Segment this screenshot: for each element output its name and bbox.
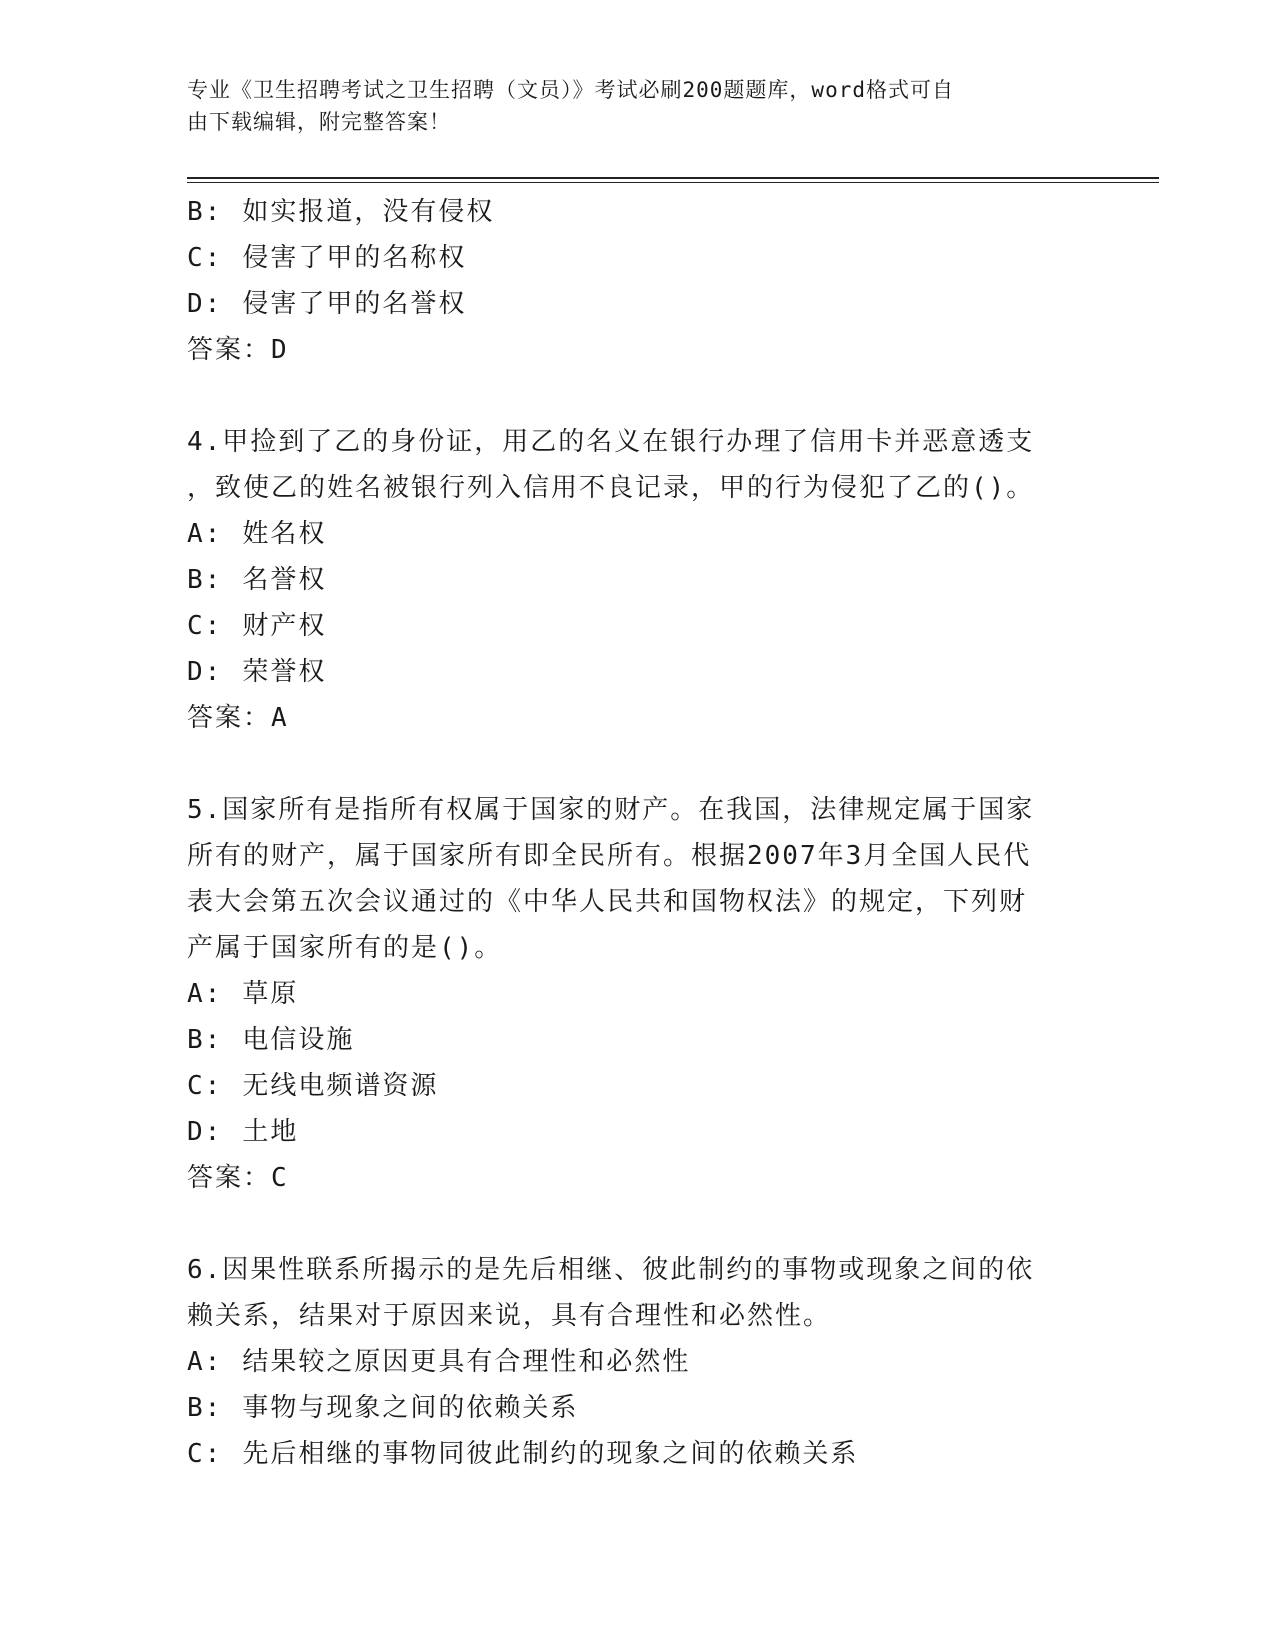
option-text: 无线电频谱资源 (242, 1071, 439, 1101)
option-letter: D: (187, 657, 223, 687)
option-d (187, 281, 1087, 327)
option-c (187, 1431, 1087, 1477)
header-title-line-2: 由下载编辑，附完整答案！ (187, 110, 451, 134)
header-divider-thin (187, 182, 1159, 183)
answer-line: 答案：D (187, 335, 289, 365)
header-divider-thick (187, 177, 1159, 179)
document-body (187, 189, 1087, 1477)
option-letter: D: (187, 1117, 223, 1147)
option-text: 电信设施 (242, 1025, 355, 1055)
question-3 (187, 189, 1087, 373)
option-b (187, 1017, 1087, 1063)
question-stem-line: ，致使乙的姓名被银行列入信用不良记录，甲的行为侵犯了乙的()。 (187, 473, 1035, 503)
page-header (187, 74, 1087, 138)
answer-line: 答案：C (187, 1163, 289, 1193)
option-letter: B: (187, 1393, 223, 1423)
option-d (187, 649, 1087, 695)
question-stem-line: 6.因果性联系所揭示的是先后相继、彼此制约的事物或现象之间的依 (187, 1255, 1035, 1285)
option-text: 事物与现象之间的依赖关系 (242, 1393, 579, 1423)
question-stem-line: 所有的财产，属于国家所有即全民所有。根据2007年3月全国人民代 (187, 841, 1032, 871)
question-5 (187, 787, 1087, 1201)
option-text: 结果较之原因更具有合理性和必然性 (242, 1347, 691, 1377)
option-letter: D: (187, 289, 223, 319)
answer-line: 答案：A (187, 703, 289, 733)
option-letter: B: (187, 1025, 223, 1055)
option-b (187, 1385, 1087, 1431)
option-letter: B: (187, 565, 223, 595)
option-letter: C: (187, 1439, 223, 1469)
option-c (187, 603, 1087, 649)
option-letter: C: (187, 611, 223, 641)
option-letter: B: (187, 197, 223, 227)
question-stem-line: 4.甲捡到了乙的身份证，用乙的名义在银行办理了信用卡并恶意透支 (187, 427, 1035, 457)
question-4 (187, 419, 1087, 741)
question-6 (187, 1247, 1087, 1477)
option-letter: A: (187, 519, 223, 549)
question-stem-line: 产属于国家所有的是()。 (187, 933, 503, 963)
option-letter: A: (187, 979, 223, 1009)
option-text: 土地 (242, 1117, 299, 1147)
option-text: 名誉权 (242, 565, 327, 595)
option-d (187, 1109, 1087, 1155)
option-letter: C: (187, 243, 223, 273)
option-text: 荣誉权 (242, 657, 327, 687)
option-b (187, 557, 1087, 603)
option-text: 财产权 (242, 611, 327, 641)
question-stem-line: 5.国家所有是指所有权属于国家的财产。在我国，法律规定属于国家 (187, 795, 1035, 825)
option-text: 侵害了甲的名称权 (242, 243, 467, 273)
option-text: 姓名权 (242, 519, 327, 549)
question-stem-line: 表大会第五次会议通过的《中华人民共和国物权法》的规定，下列财 (187, 887, 1028, 917)
option-letter: C: (187, 1071, 223, 1101)
option-c (187, 235, 1087, 281)
option-letter: A: (187, 1347, 223, 1377)
option-b (187, 189, 1087, 235)
option-a (187, 511, 1087, 557)
option-text: 先后相继的事物同彼此制约的现象之间的依赖关系 (242, 1439, 859, 1469)
option-a (187, 971, 1087, 1017)
option-text: 如实报道，没有侵权 (242, 197, 495, 227)
option-text: 侵害了甲的名誉权 (242, 289, 467, 319)
question-stem-line: 赖关系，结果对于原因来说，具有合理性和必然性。 (187, 1301, 832, 1331)
header-title-line-1: 专业《卫生招聘考试之卫生招聘（文员）》考试必刷200题题库，word格式可自 (187, 78, 954, 102)
option-text: 草原 (242, 979, 299, 1009)
option-a (187, 1339, 1087, 1385)
option-c (187, 1063, 1087, 1109)
